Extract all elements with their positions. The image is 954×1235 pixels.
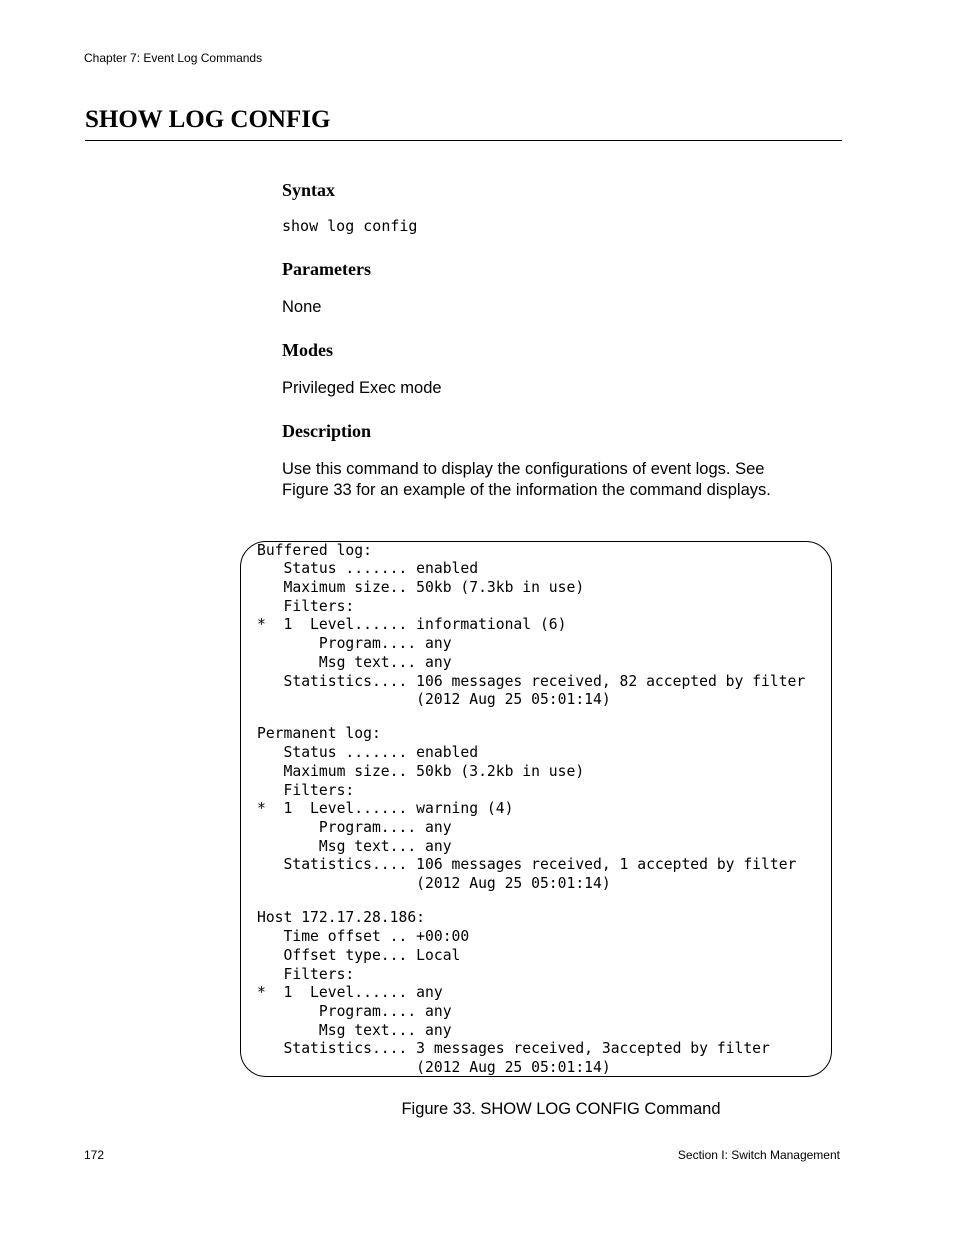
- description-line-2: Figure 33 for an example of the information the command displays.: [282, 481, 771, 499]
- modes-heading: Modes: [282, 340, 333, 360]
- running-footer: Section I: Switch Management: [677, 1148, 840, 1162]
- output-line: Filters:: [257, 966, 355, 983]
- output-line: Msg text... any: [257, 654, 452, 671]
- figure-caption: Figure 33. SHOW LOG CONFIG Command: [401, 1100, 721, 1118]
- title-rule: [85, 140, 842, 141]
- output-line: (2012 Aug 25 05:01:14): [257, 691, 611, 708]
- output-line: Program.... any: [257, 1003, 452, 1020]
- output-line: (2012 Aug 25 05:01:14): [257, 875, 611, 892]
- output-line: Statistics.... 106 messages received, 1 accepted by filter: [257, 856, 797, 873]
- command-output-figure: [240, 541, 832, 1077]
- description-heading: Description: [282, 421, 371, 441]
- output-line: Msg text... any: [257, 838, 452, 855]
- output-line: Statistics.... 106 messages received, 82 accepted by filter: [257, 673, 806, 690]
- output-line: Status ....... enabled: [257, 560, 479, 577]
- syntax-heading: Syntax: [282, 180, 336, 200]
- parameters-text: None: [282, 298, 322, 316]
- output-line: Buffered log:: [257, 542, 372, 559]
- output-line: Statistics.... 3 messages received, 3accepted by filter: [257, 1040, 770, 1057]
- output-line: Program.... any: [257, 635, 452, 652]
- output-line: Permanent log:: [257, 725, 381, 742]
- modes-text: Privileged Exec mode: [282, 379, 442, 397]
- parameters-heading: Parameters: [282, 259, 371, 279]
- output-line: Msg text... any: [257, 1022, 452, 1039]
- page-title: SHOW LOG CONFIG: [85, 106, 331, 133]
- description-line-1: Use this command to display the configurations of event logs. See: [282, 460, 765, 478]
- output-line: Offset type... Local: [257, 947, 461, 964]
- output-line: (2012 Aug 25 05:01:14): [257, 1059, 611, 1076]
- output-line: Host 172.17.28.186:: [257, 909, 426, 926]
- output-line: Program.... any: [257, 819, 452, 836]
- output-line: Maximum size.. 50kb (7.3kb in use): [257, 579, 585, 596]
- output-line: Maximum size.. 50kb (3.2kb in use): [257, 763, 585, 780]
- syntax-command: show log config: [282, 217, 418, 235]
- output-line: * 1 Level...... any: [257, 984, 443, 1001]
- running-header: Chapter 7: Event Log Commands: [84, 51, 263, 65]
- output-line: Status ....... enabled: [257, 744, 479, 761]
- output-line: Time offset .. +00:00: [257, 928, 470, 945]
- output-line: * 1 Level...... informational (6): [257, 616, 567, 633]
- output-line: * 1 Level...... warning (4): [257, 800, 514, 817]
- page-number: 172: [84, 1148, 105, 1162]
- output-line: Filters:: [257, 598, 355, 615]
- output-line: Filters:: [257, 782, 355, 799]
